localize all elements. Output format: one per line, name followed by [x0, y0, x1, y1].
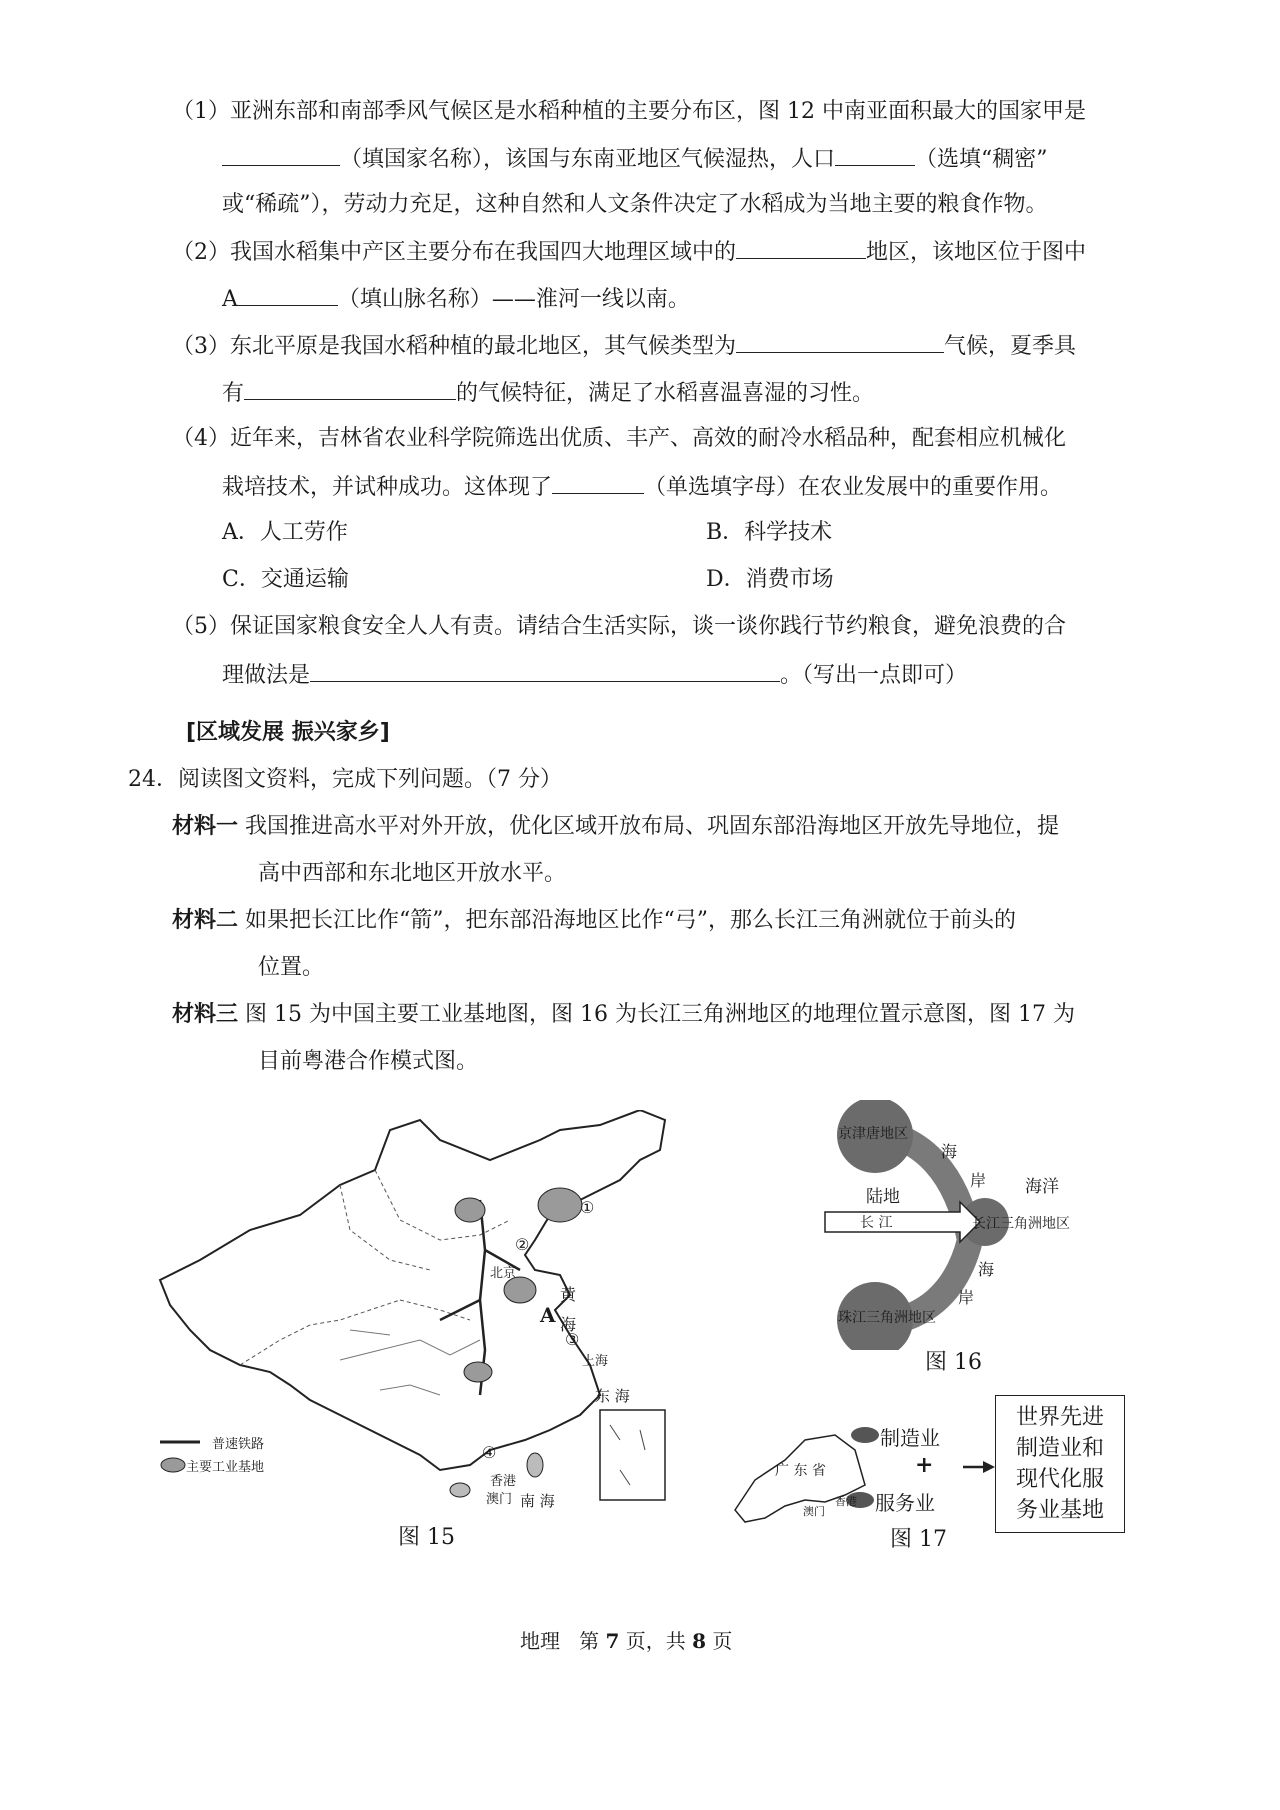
- q23-p2-line2-tail: （填山脉名称）——淮河一线以南。: [337, 287, 690, 312]
- material-2-label: 材料二: [172, 908, 239, 933]
- map-num-1: ①: [580, 1198, 595, 1217]
- answer-blank-feature[interactable]: [244, 377, 456, 400]
- label-east-sea: 东 海: [595, 1387, 630, 1405]
- q23-p4-line2-tail: （单选填字母）在农业发展中的重要作用。: [644, 475, 1063, 500]
- q23-p4-line1: （4）近年来，吉林省农业科学院筛选出优质、丰产、高效的耐冷水稻品种，配套相应机械化: [172, 426, 1067, 451]
- page-footer: [520, 1625, 732, 1654]
- result-line-1: 世界先进: [1015, 1405, 1104, 1430]
- figure-17-diagram: [725, 1400, 1005, 1530]
- label-yellow-sea-1: 黄: [560, 1285, 577, 1304]
- q23-p5-line2-tail: 。（写出一点即可）: [780, 663, 968, 688]
- result-box: [995, 1395, 1125, 1533]
- arrow-icon: [983, 1461, 995, 1473]
- q23-p1-line2-tail: （选填“稠密”: [915, 147, 1048, 172]
- label-beijing: 北京: [490, 1266, 517, 1281]
- label-ludi: 陆地: [866, 1187, 900, 1207]
- q23-p4-line2: [222, 471, 1062, 503]
- footer-page-mid: 页，共: [625, 1629, 686, 1653]
- q23-p3-line1-tail: 气候，夏季具: [944, 334, 1077, 359]
- material-3-line1: [172, 1000, 1075, 1030]
- material-2-line2: 位置。: [258, 955, 325, 980]
- label-csj: 长江三角洲地区: [972, 1216, 1070, 1232]
- label-service: 服务业: [875, 1491, 935, 1515]
- label-an-1: 岸: [970, 1171, 987, 1190]
- q23-p1-line2-text: （填国家名称），该国与东南亚地区气候湿热，人口: [340, 147, 836, 172]
- figure-15-caption: 图 15: [398, 1525, 455, 1550]
- q23-p5-line1: （5）保证国家粮食安全人人有责。请结合生活实际，谈一谈你践行节约粮食，避免浪费的合: [172, 614, 1067, 639]
- result-line-4: 务业基地: [1015, 1498, 1104, 1523]
- q23-p1-line2: [222, 143, 1048, 175]
- material-1-line1: [172, 812, 1059, 842]
- map-num-2: ②: [515, 1235, 530, 1254]
- answer-blank-saving[interactable]: [310, 659, 780, 682]
- legend-rail-label: 普速铁路: [212, 1437, 265, 1452]
- legend-base-label: 主要工业基地: [186, 1460, 265, 1475]
- label-zsj: 珠江三角洲地区: [838, 1310, 936, 1326]
- south-sea-inset: [600, 1410, 665, 1500]
- q23-p2-line1-tail: 地区，该地区位于图中: [866, 240, 1087, 265]
- label-haiyang: 海洋: [1025, 1177, 1059, 1197]
- legend-base-symbol: [161, 1458, 185, 1472]
- material-2-text: 如果把长江比作“箭”，把东部沿海地区比作“弓”，那么长江三角洲就位于前头的: [245, 908, 1017, 933]
- q23-p4-line2-text: 栽培技术，并试种成功。这体现了: [222, 475, 553, 500]
- label-macau: 澳门: [486, 1492, 513, 1507]
- q23-p2-line2: [222, 283, 690, 315]
- footer-total-pages: 8: [692, 1629, 706, 1653]
- footer-page-number: 7: [605, 1629, 620, 1653]
- answer-blank-mountain[interactable]: [238, 283, 338, 306]
- label-hai-2: 海: [978, 1260, 995, 1279]
- q24-stem: 24．阅读图文资料，完成下列问题。（7 分）: [128, 767, 562, 792]
- base-4: [464, 1362, 492, 1382]
- option-b[interactable]: B．科学技术: [706, 520, 833, 545]
- material-3-text: 图 15 为中国主要工业基地图，图 16 为长江三角洲地区的地理位置示意图，图 17 为: [245, 1002, 1075, 1027]
- label-jjj: 京津唐地区: [838, 1126, 908, 1142]
- label-guangdong: 广 东 省: [775, 1463, 826, 1479]
- manufacturing-marker: [851, 1427, 879, 1443]
- material-3-label: 材料三: [172, 1002, 239, 1027]
- q23-p1-line3: 或“稀疏”），劳动力充足，这种自然和人文条件决定了水稻成为当地主要的粮食作物。: [222, 192, 1048, 217]
- result-line-2: 制造业和: [1015, 1436, 1104, 1461]
- map-num-3: ③: [565, 1330, 580, 1349]
- map-num-4: ④: [482, 1443, 497, 1462]
- material-3-line2: 目前粤港合作模式图。: [258, 1049, 479, 1074]
- inset-islands: [610, 1425, 645, 1485]
- label-an-2: 岸: [958, 1288, 975, 1307]
- label-A: A: [540, 1303, 556, 1327]
- q23-p3-line2-text: 有: [222, 381, 245, 406]
- material-1-text: 我国推进高水平对外开放，优化区域开放布局、巩固东部沿海地区开放先导地位，提: [245, 814, 1060, 839]
- footer-page-prefix: 第: [579, 1629, 600, 1653]
- q23-p5-line2-text: 理做法是: [222, 663, 311, 688]
- answer-blank-country[interactable]: [222, 143, 340, 166]
- answer-blank-region[interactable]: [736, 236, 866, 259]
- result-line-3: 现代化服: [1015, 1467, 1104, 1492]
- q23-p1-line1: （1）亚洲东部和南部季风气候区是水稻种植的主要分布区，图 12 中南亚面积最大的国家甲是: [172, 99, 1086, 124]
- q23-p3-line1: [172, 330, 1076, 362]
- option-a[interactable]: A．人工劳作: [222, 520, 348, 545]
- q23-p3-line1-text: （3）东北平原是我国水稻种植的最北地区，其气候类型为: [172, 334, 736, 359]
- answer-blank-choice[interactable]: [552, 471, 644, 494]
- figure-16-caption: 图 16: [925, 1350, 982, 1375]
- option-c[interactable]: C．交通运输: [222, 567, 349, 592]
- rivers: [340, 1330, 480, 1395]
- label-yellow-sea-2: 海: [560, 1315, 577, 1334]
- label-plus: +: [915, 1452, 934, 1478]
- q23-p2-line1: [172, 236, 1086, 268]
- china-outline: [160, 1110, 665, 1470]
- label-mo: 澳门: [803, 1505, 825, 1518]
- q23-p3-line2-tail: 的气候特征，满足了水稻喜温喜湿的习性。: [456, 381, 875, 406]
- label-shanghai: 上海: [582, 1354, 609, 1369]
- figure-17-caption: 图 17: [890, 1527, 947, 1552]
- section-title: [区域发展 振兴家乡]: [186, 720, 390, 745]
- hainan: [450, 1483, 470, 1497]
- material-1-line2: 高中西部和东北地区开放水平。: [258, 861, 567, 886]
- label-hk: 香港: [835, 1495, 857, 1508]
- q23-p3-line2: [222, 377, 874, 409]
- material-1-label: 材料一: [172, 814, 239, 839]
- q23-p5-line2: [222, 659, 967, 691]
- answer-blank-climate[interactable]: [736, 330, 944, 353]
- material-2-line1: [172, 906, 1016, 936]
- label-hai-1: 海: [941, 1142, 958, 1161]
- answer-blank-population[interactable]: [835, 143, 915, 166]
- footer-page-suffix: 页: [712, 1629, 733, 1653]
- q23-p2-line2-A: A: [222, 287, 238, 312]
- base-2: [455, 1198, 485, 1222]
- base-1: [538, 1188, 582, 1222]
- q23-p2-line1-text: （2）我国水稻集中产区主要分布在我国四大地理区域中的: [172, 240, 736, 265]
- option-d[interactable]: D．消费市场: [706, 567, 834, 592]
- label-south-sea: 南 海: [520, 1492, 555, 1510]
- footer-subject: 地理: [520, 1629, 560, 1653]
- taiwan: [527, 1453, 543, 1477]
- label-hongkong: 香港: [490, 1474, 517, 1489]
- label-manufacturing: 制造业: [880, 1426, 940, 1450]
- label-changjiang: 长 江: [860, 1215, 893, 1231]
